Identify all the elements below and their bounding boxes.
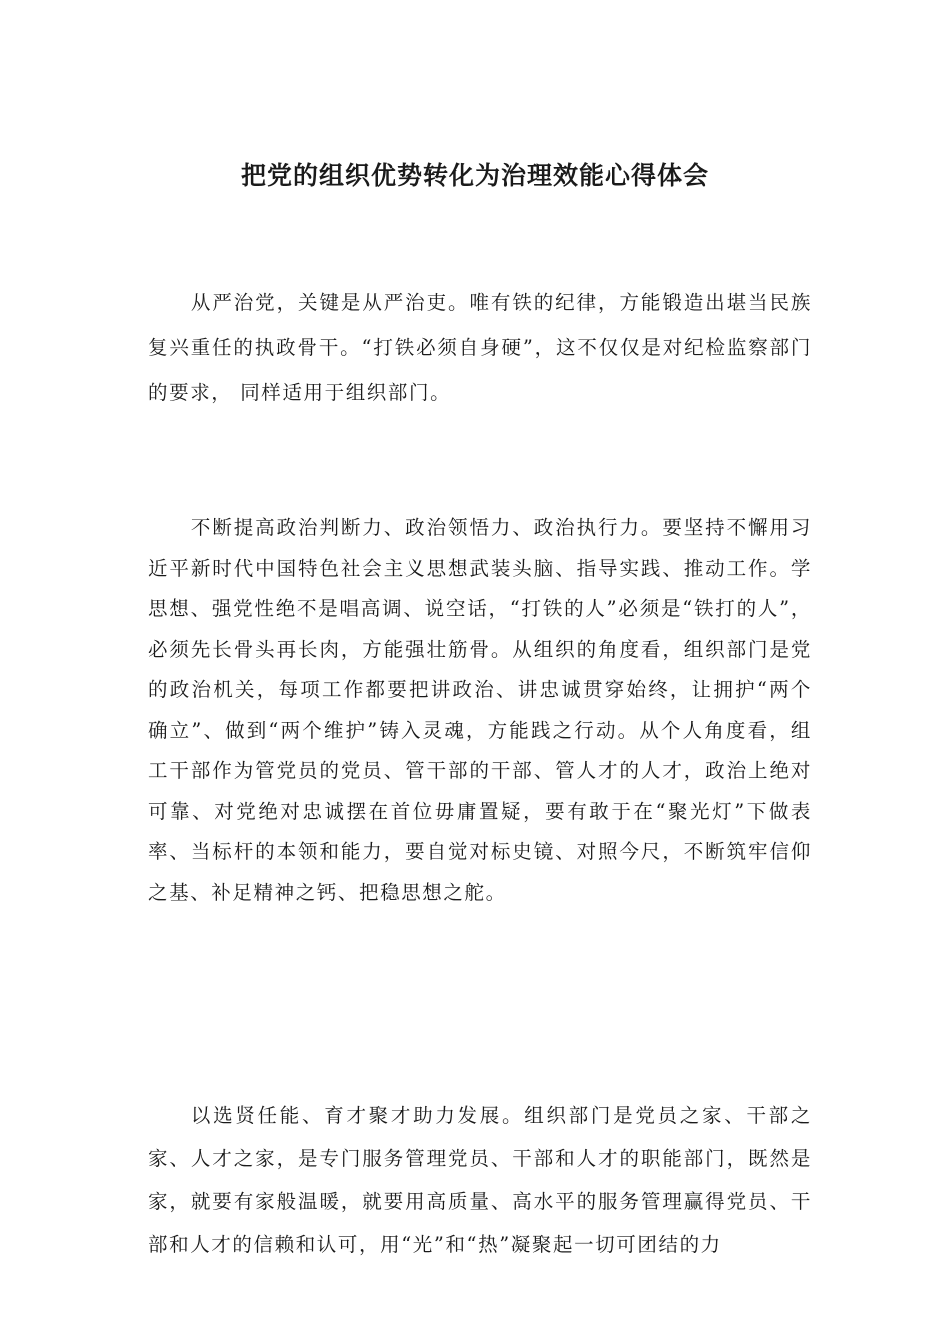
paragraph-1: 从严治党，关键是从严治吏。唯有铁的纪律，方能锻造出堪当民族复兴重任的执政骨干。“打铁必须自身硬”，这不仅仅是对纪检监察部门的要求， 同样适用于组织部门。 — [148, 291, 812, 404]
document-title: 把党的组织优势转化为治理效能心得体会 — [240, 161, 709, 190]
paragraph-2: 不断提高政治判断力、政治领悟力、政治执行力。要坚持不懈用习近平新时代中国特色社会主义思想武装头脑、指导实践、推动工作。学思想、强党性绝不是唱高调、说空话，“打铁的人”必须是“铁打的人”，必须先长骨头再长肉，方能强壮筋骨。从组织的角度看，组织部门是党的政治机关，每项工作都要把讲政治、讲忠诚贯穿始终，让拥护“两个确立”、做到“两个维护”铸入灵魂，方能践之行动。从个人角度看，组工干部作为管党员的党员、管干部的干部、管人才的人才，政治上绝对可靠、对党绝对忠诚摆在首位毋庸置疑，要有敢于在“聚光灯”下做表率、当标杆的本领和能力，要自觉对标史镜、对照今尺，不断筑牢信仰之基、补足精神之钙、把稳思想之舵。 — [148, 516, 812, 904]
paragraph-3: 以选贤任能、育才聚才助力发展。组织部门是党员之家、干部之家、人才之家，是专门服务管理党员、干部和人才的职能部门，既然是家，就要有家般温暖，就要用高质量、高水平的服务管理赢得党员、干部和人才的信赖和认可，用“光”和“热”凝聚起一切可团结的力 — [148, 1104, 812, 1256]
